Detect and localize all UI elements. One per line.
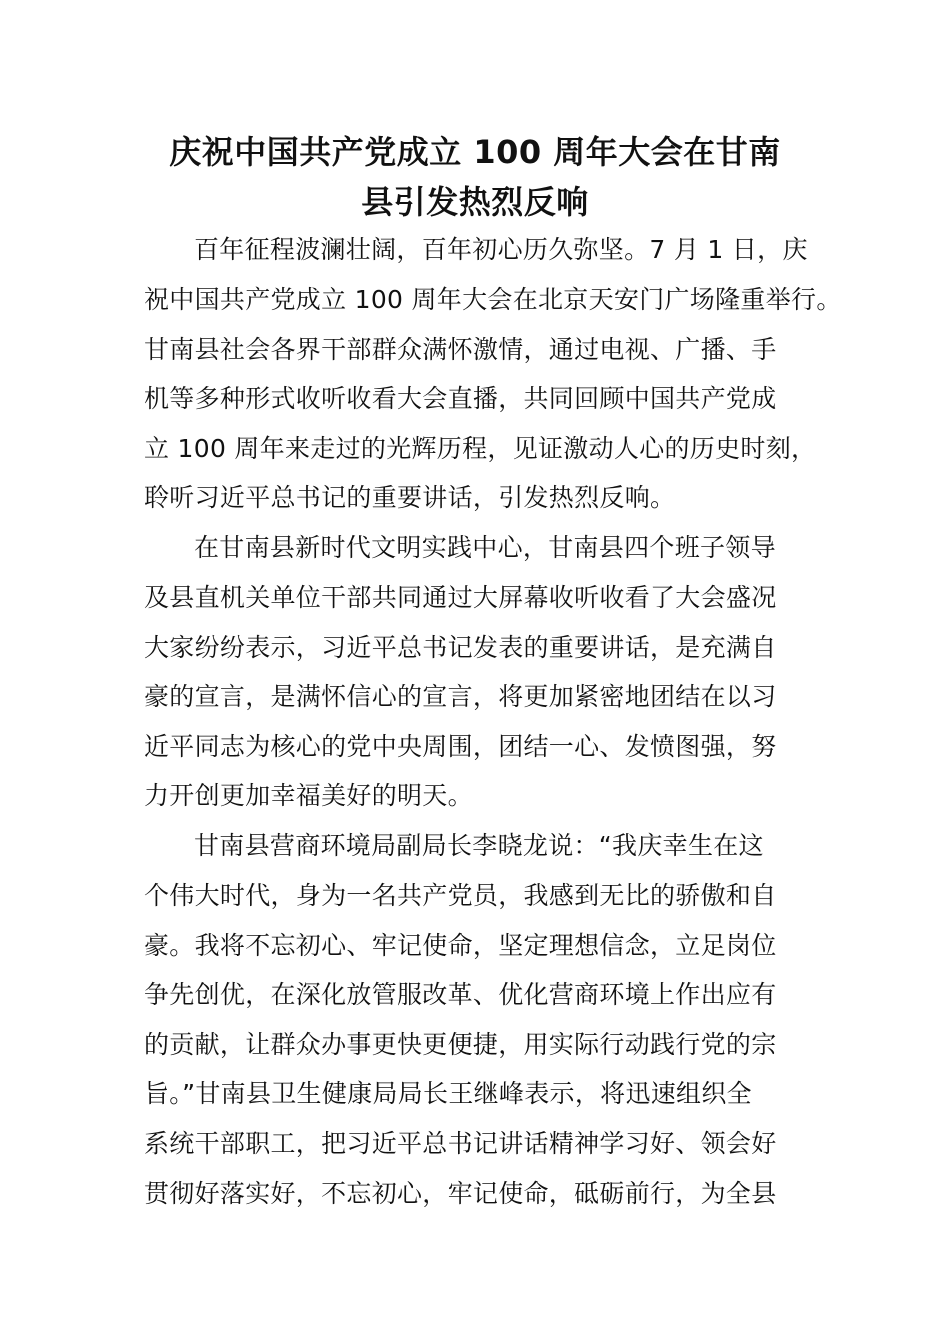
- body-text-line: 豪。我将不忘初心、牢记使命，坚定理想信念，立足岗位: [144, 931, 777, 960]
- body-text-line: 聆听习近平总书记的重要讲话，引发热烈反响。: [144, 483, 676, 512]
- body-text-line: 系统干部职工，把习近平总书记讲话精神学习好、领会好: [144, 1129, 777, 1158]
- body-text-line: 争先创优，在深化放管服改革、优化营商环境上作出应有: [144, 980, 777, 1009]
- body-text-line: 及县直机关单位干部共同通过大屏幕收听收看了大会盛况: [144, 583, 777, 612]
- body-text-line: 在甘南县新时代文明实践中心，甘南县四个班子领导: [194, 533, 776, 562]
- document-title-line-2: 县引发热烈反响: [361, 183, 589, 221]
- body-text-line: 豪的宣言，是满怀信心的宣言，将更加紧密地团结在以习: [144, 682, 777, 711]
- body-text-line: 贯彻好落实好，不忘初心，牢记使命，砥砺前行，为全县: [144, 1179, 777, 1208]
- body-text-line: 大家纷纷表示，习近平总书记发表的重要讲话，是充满自: [144, 633, 777, 662]
- body-text-line: 甘南县社会各界干部群众满怀激情，通过电视、广播、手: [144, 335, 777, 364]
- body-text-line: 的贡献，让群众办事更快更便捷，用实际行动践行党的宗: [144, 1030, 777, 1059]
- body-text-line: 立 100 周年来走过的光辉历程，见证激动人心的历史时刻，: [144, 434, 817, 463]
- body-text-line: 旨。”甘南县卫生健康局局长王继峰表示，将迅速组织全: [144, 1079, 752, 1108]
- body-text-line: 甘南县营商环境局副局长李晓龙说：“我庆幸生在这: [194, 831, 764, 860]
- body-text-line: 力开创更加幸福美好的明天。: [144, 781, 473, 810]
- body-text-line: 机等多种形式收听收看大会直播，共同回顾中国共产党成: [144, 384, 777, 413]
- body-text-line: 近平同志为核心的党中央周围，团结一心、发愤图强，努: [144, 732, 777, 761]
- document-title-line-1: 庆祝中国共产党成立 100 周年大会在甘南: [169, 133, 781, 171]
- body-text-line: 个伟大时代，身为一名共产党员，我感到无比的骄傲和自: [144, 881, 777, 910]
- body-text-line: 祝中国共产党成立 100 周年大会在北京天安门广场隆重举行。: [144, 285, 842, 314]
- body-text-line: 百年征程波澜壮阔，百年初心历久弥坚。7 月 1 日，庆: [194, 235, 808, 264]
